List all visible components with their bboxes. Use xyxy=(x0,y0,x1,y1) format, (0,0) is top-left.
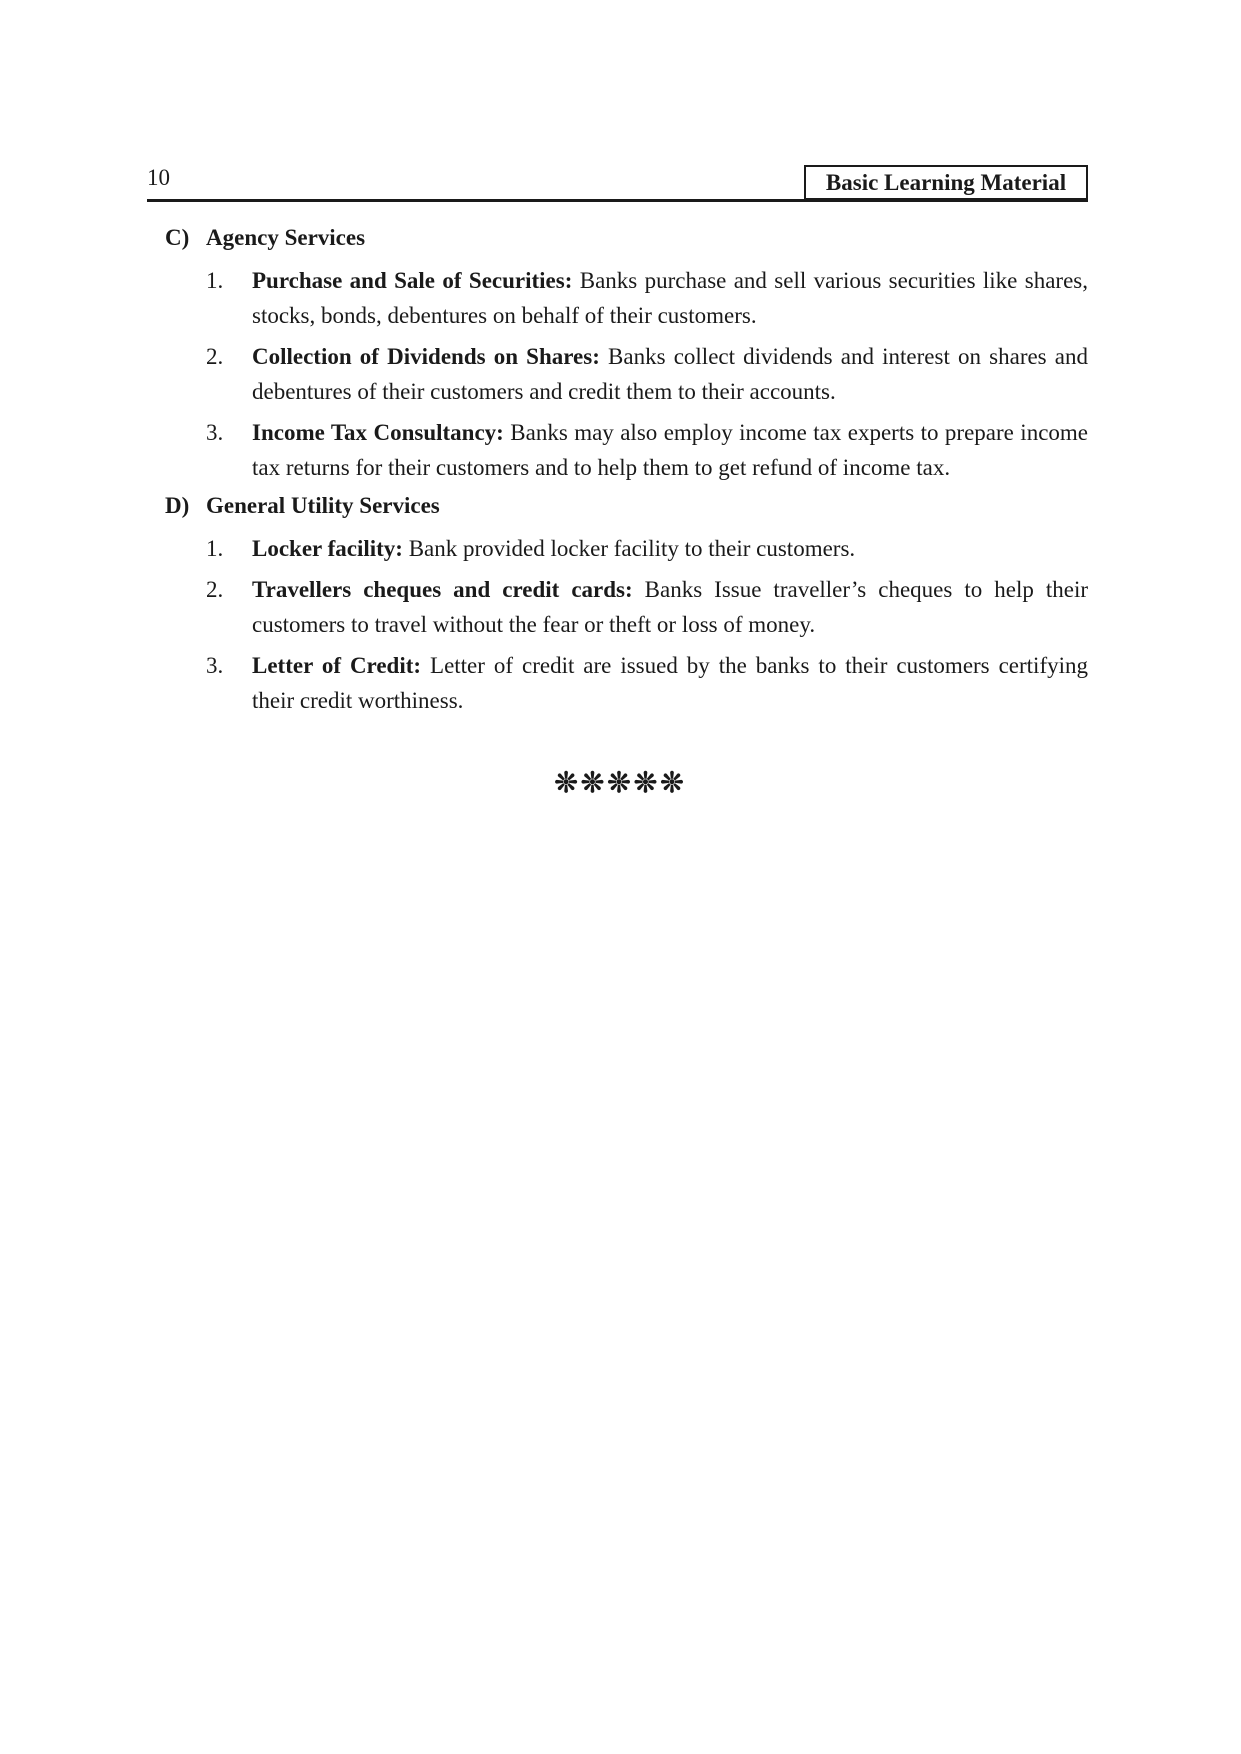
header-rule xyxy=(147,199,1088,202)
item-body xyxy=(252,648,1088,718)
list-item xyxy=(165,531,1088,566)
item-body xyxy=(252,531,1088,566)
item-number: 3. xyxy=(206,420,224,445)
item-description: Banks collect dividends and interest on shares and debentures of their customers and credit them to their accounts. xyxy=(252,344,1089,404)
section-title: General Utility Services xyxy=(206,493,440,518)
item-title: Collection of Dividends on Shares: xyxy=(252,344,600,369)
section-heading xyxy=(165,223,1088,253)
item-title: Purchase and Sale of Securities: xyxy=(252,268,573,293)
page-number: 10 xyxy=(147,165,170,190)
list-item xyxy=(165,339,1088,409)
item-title: Letter of Credit: xyxy=(252,653,422,678)
item-number: 1. xyxy=(206,536,224,561)
section-general-utility-services xyxy=(165,491,1088,718)
list-item xyxy=(165,415,1088,485)
section-title: Agency Services xyxy=(206,225,366,250)
item-description: Banks purchase and sell various securities like shares, stocks, bonds, debentures on behalf of their customers. xyxy=(252,268,1088,328)
item-body xyxy=(252,572,1088,642)
item-description: Banks may also employ income tax experts to prepare income tax returns for their customers and to help them to get refund of income tax. xyxy=(252,420,1088,480)
item-number: 1. xyxy=(206,268,224,293)
item-description: Letter of credit are issued by the banks to their customers certifying their credit worthiness. xyxy=(252,653,1088,713)
item-body xyxy=(252,263,1088,333)
list-item xyxy=(165,648,1088,718)
item-number: 2. xyxy=(206,344,224,369)
item-number: 2. xyxy=(206,577,224,602)
item-body xyxy=(252,339,1088,409)
item-title: Income Tax Consultancy: xyxy=(252,420,504,445)
section-heading xyxy=(165,491,1088,521)
page-content xyxy=(165,223,1088,724)
end-of-chapter-ornament: ❊❊❊❊❊ xyxy=(554,768,687,799)
item-description: Bank provided locker facility to their customers. xyxy=(402,536,856,561)
list-item xyxy=(165,572,1088,642)
list-item xyxy=(165,263,1088,333)
item-number: 3. xyxy=(206,653,224,678)
running-header-title: Basic Learning Material xyxy=(804,165,1088,200)
section-letter: C) xyxy=(165,225,190,250)
section-letter: D) xyxy=(165,493,190,518)
item-title: Travellers cheques and credit cards: xyxy=(252,577,633,602)
item-body xyxy=(252,415,1088,485)
section-agency-services xyxy=(165,223,1088,485)
item-description: Banks Issue traveller’s cheques to help their customers to travel without the fear or theft or loss of money. xyxy=(252,577,1088,637)
item-title: Locker facility: xyxy=(252,536,403,561)
